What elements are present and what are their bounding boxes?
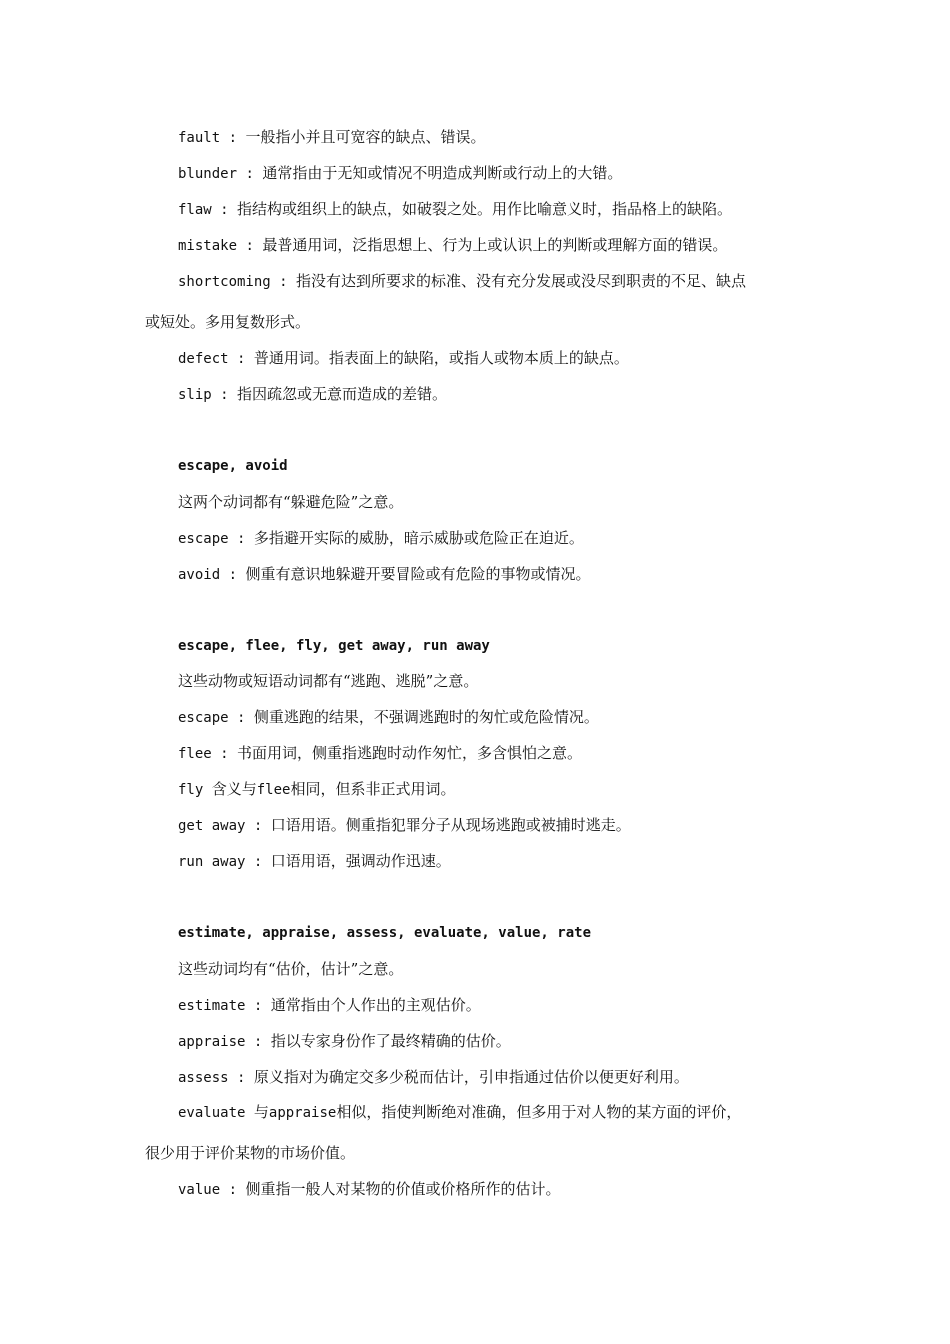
term: defect [178, 351, 229, 367]
term: evaluate [178, 1105, 246, 1121]
term: mistake [178, 238, 238, 254]
definition: 指结构或组织上的缺点，如破裂之处。用作比喻意义时，指品格上的缺陷。 [237, 200, 733, 218]
separator: : [220, 130, 246, 146]
section-heading-escape-flee: escape, flee, fly, get away, run away [178, 638, 490, 654]
definition: 指因疏忽或无意而造成的差错。 [237, 385, 448, 403]
definition: 通常指由个人作出的主观估价。 [270, 996, 481, 1014]
term: slip [178, 387, 212, 403]
separator: : [270, 274, 297, 290]
term-reference: flee [256, 782, 291, 798]
definition: 多指避开实际的威胁，暗示威胁或危险正在迫近。 [253, 529, 584, 547]
term: get away [178, 818, 246, 834]
definition-continuation: 或短处。多用复数形式。 [145, 313, 311, 331]
separator: : [211, 387, 238, 403]
term: assess [178, 1070, 229, 1086]
definition: 与 [253, 1103, 269, 1121]
section-intro: 这两个动词都有“躲避危险”之意。 [178, 493, 404, 511]
separator [203, 782, 211, 798]
definition: 通常指由于无知或情况不明造成判断或行动上的大错。 [262, 164, 623, 182]
definition-continuation: 很少用于评价某物的市场价值。 [145, 1144, 356, 1162]
definition: 侧重逃跑的结果，不强调逃跑时的匆忙或危险情况。 [253, 708, 599, 726]
section-intro: 这些动词均有“估价，估计”之意。 [178, 960, 404, 978]
entry-avoid [178, 564, 810, 585]
separator [245, 1105, 253, 1121]
entry-estimate [178, 995, 810, 1016]
entry-evaluate-continuation [145, 1143, 810, 1163]
section-heading-estimate: estimate, appraise, assess, evaluate, value, rate [178, 925, 592, 941]
entry-slip [178, 384, 810, 405]
entry-evaluate [178, 1102, 810, 1123]
definition: 一般指小并且可宽容的缺点、错误。 [245, 128, 486, 146]
entry-shortcoming [178, 271, 810, 292]
separator: : [228, 531, 254, 547]
term: escape [178, 531, 229, 547]
separator: : [220, 567, 246, 583]
separator: : [245, 818, 271, 834]
term: fly [178, 782, 204, 798]
term: run away [178, 854, 246, 870]
term: avoid [178, 567, 221, 583]
entry-blunder [178, 163, 810, 184]
entry-fly [178, 779, 810, 800]
entry-appraise [178, 1031, 810, 1052]
entry-run-away [178, 851, 810, 872]
definition: 最普通用词，泛指思想上、行为上或认识上的判断或理解方面的错误。 [262, 236, 728, 254]
definition-tail: 相同，但系非正式用词。 [290, 780, 456, 798]
entry-get-away [178, 815, 810, 836]
separator: : [211, 746, 238, 762]
term: appraise [178, 1034, 246, 1050]
separator: : [237, 166, 263, 182]
entry-value [178, 1179, 810, 1200]
separator: : [228, 710, 254, 726]
separator: : [237, 238, 263, 254]
definition: 指以专家身份作了最终精确的估价。 [270, 1032, 511, 1050]
term: value [178, 1182, 221, 1198]
entry-flaw [178, 199, 810, 220]
term: estimate [178, 998, 246, 1014]
definition: 口语用语。侧重指犯罪分子从现场逃跑或被捕时逃走。 [270, 816, 631, 834]
separator: : [245, 1034, 271, 1050]
entry-mistake [178, 235, 810, 256]
definition: 侧重指一般人对某物的价值或价格所作的估计。 [245, 1180, 561, 1198]
section-heading-escape-avoid: escape, avoid [178, 458, 288, 474]
definition-tail: 相似，指使判断绝对准确，但多用于对人物的某方面的评价， [336, 1103, 742, 1121]
term: flee [178, 746, 212, 762]
definition: 书面用词，侧重指逃跑时动作匆忙，多含惧怕之意。 [237, 744, 583, 762]
term: flaw [178, 202, 212, 218]
separator: : [211, 202, 238, 218]
separator: : [228, 351, 254, 367]
separator: : [228, 1070, 254, 1086]
term: blunder [178, 166, 238, 182]
entry-shortcoming-continuation [145, 312, 810, 332]
definition: 原义指对为确定交多少税而估计，引申指通过估价以便更好利用。 [253, 1068, 689, 1086]
entry-flee [178, 743, 810, 764]
term-reference: appraise [268, 1105, 337, 1121]
entry-fault [178, 127, 810, 148]
separator: : [245, 998, 271, 1014]
definition: 口语用语，强调动作迅速。 [270, 852, 451, 870]
section-intro: 这些动物或短语动词都有“逃跑、逃脱”之意。 [178, 672, 479, 690]
separator: : [245, 854, 271, 870]
term: escape [178, 710, 229, 726]
entry-escape [178, 528, 810, 549]
definition: 侧重有意识地躲避开要冒险或有危险的事物或情况。 [245, 565, 591, 583]
definition: 普通用词。指表面上的缺陷，或指人或物本质上的缺点。 [253, 349, 629, 367]
definition: 指没有达到所要求的标准、没有充分发展或没尽到职责的不足、缺点 [296, 272, 747, 290]
definition: 含义与 [211, 780, 257, 798]
entry-escape [178, 707, 810, 728]
separator: : [220, 1182, 246, 1198]
term: fault [178, 130, 221, 146]
entry-defect [178, 348, 810, 369]
term: shortcoming [178, 274, 271, 290]
entry-assess [178, 1067, 810, 1088]
